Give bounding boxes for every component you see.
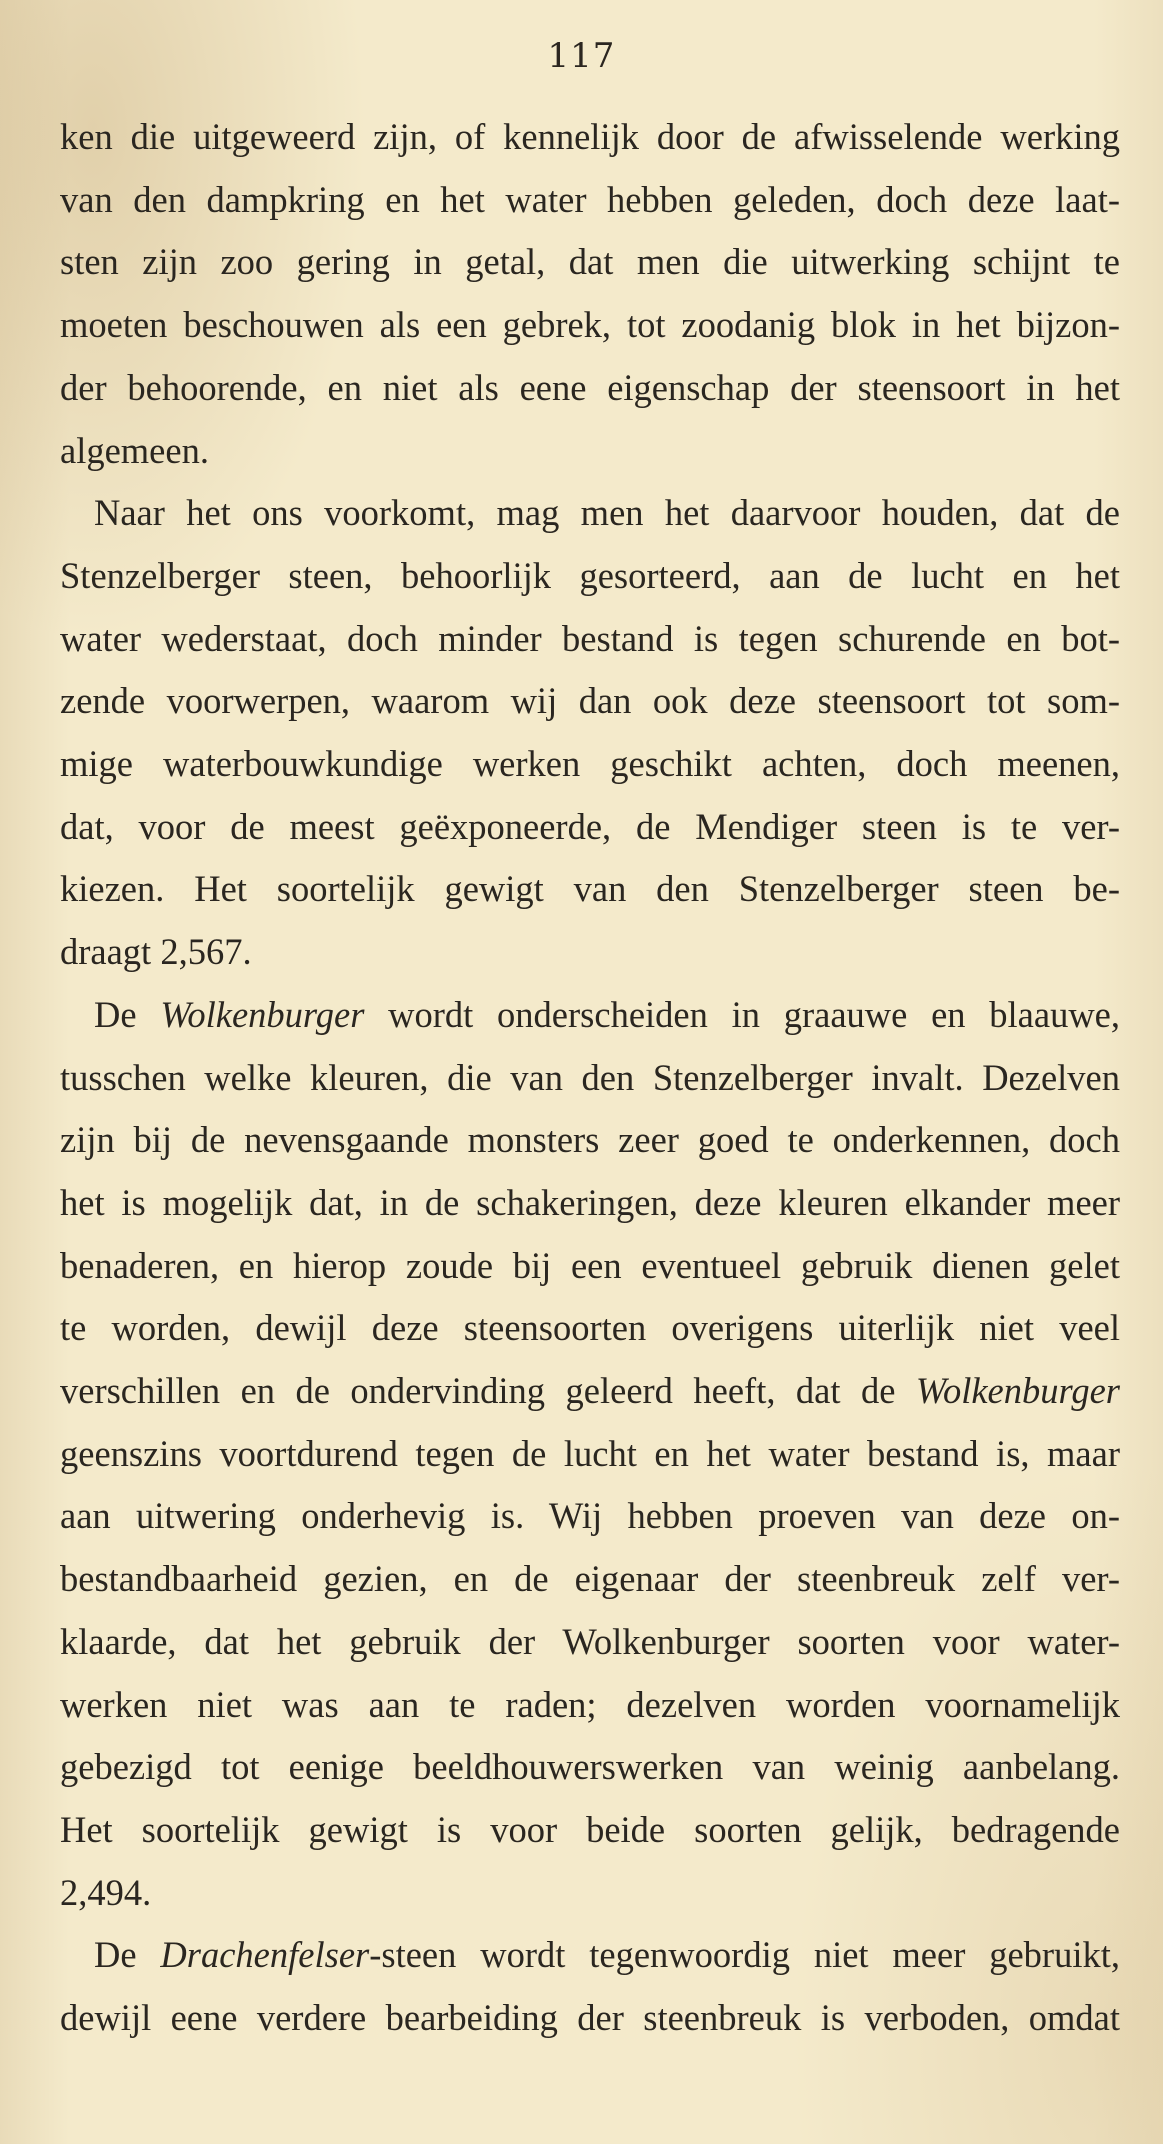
text-line: dat, voor de meest geëxponeerde, de Mendiger steen is te ver- xyxy=(60,805,1120,847)
text-line: der behoorende, en niet als eene eigenschap der steensoort in het xyxy=(60,366,1120,408)
paragraph-1 xyxy=(60,106,1120,482)
text-line: kiezen. Het soortelijk gewigt van den Stenzelberger steen be- xyxy=(60,868,1120,910)
text-line: werken niet was aan te raden; dezelven worden voornamelijk xyxy=(60,1683,1120,1725)
text-line: te worden, dewijl deze steensoorten overigens uiterlijk niet veel xyxy=(60,1307,1120,1349)
emphasis-text: Wolkenburger xyxy=(915,1370,1120,1412)
text-line: ken die uitgeweerd zijn, of kennelijk door de afwisselende werking xyxy=(60,116,1120,157)
text-line: zijn bij de nevensgaande monsters zeer goed te onderkennen, doch xyxy=(60,1119,1120,1161)
text-line: 2,494. xyxy=(60,1871,152,1913)
text-line: Stenzelberger steen, behoorlijk gesorteerd, aan de lucht en het xyxy=(60,554,1120,596)
text-line xyxy=(60,1924,1120,1987)
emphasis-text: Wolkenburger xyxy=(160,993,365,1035)
text-line: zende voorwerpen, waarom wij dan ook deze steensoort tot som- xyxy=(60,680,1120,722)
text-line: geenszins voortdurend tegen de lucht en het water bestand is, maar xyxy=(60,1432,1120,1474)
text-line: tusschen welke kleuren, die van den Stenzelberger invalt. Dezelven xyxy=(60,1056,1120,1098)
text-line: dewijl eene verdere bearbeiding der steenbreuk is verboden, omdat xyxy=(60,1997,1120,2039)
text-run: De xyxy=(94,1934,161,1976)
text-line xyxy=(60,1360,1120,1423)
text-line: sten zijn zoo gering in getal, dat men die uitwerking schijnt te xyxy=(60,241,1120,283)
text-line: aan uitwering onderhevig is. Wij hebben proeven van deze on- xyxy=(60,1495,1120,1537)
text-line: bestandbaarheid gezien, en de eigenaar der steenbreuk zelf ver- xyxy=(60,1558,1120,1600)
text-line: het is mogelijk dat, in de schakeringen, deze kleuren elkander meer xyxy=(60,1181,1120,1223)
text-run: De xyxy=(94,993,161,1035)
text-line: klaarde, dat het gebruik der Wolkenburger soorten voor water- xyxy=(60,1620,1120,1662)
paragraph-4 xyxy=(60,1924,1120,2049)
text-line: draagt 2,567. xyxy=(60,931,252,973)
text-line: mige waterbouwkundige werken geschikt achten, doch meenen, xyxy=(60,743,1120,785)
text-line: water wederstaat, doch minder bestand is tegen schurende en bot- xyxy=(60,617,1120,659)
text-run: -steen wordt tegenwoordig niet meer gebruikt, xyxy=(369,1934,1120,1976)
text-line: moeten beschouwen als een gebrek, tot zoodanig blok in het bijzon- xyxy=(60,304,1120,346)
text-run: verschillen en de ondervinding geleerd heeft, dat de xyxy=(60,1370,916,1412)
text-line: Naar het ons voorkomt, mag men het daarvoor houden, dat de xyxy=(94,492,1120,534)
paragraph-3 xyxy=(60,984,1120,1925)
paragraph-2 xyxy=(60,482,1120,984)
emphasis-text: Drachenfelser xyxy=(160,1934,370,1976)
text-line: benaderen, en hierop zoude bij een eventueel gebruik dienen gelet xyxy=(60,1244,1120,1286)
text-line xyxy=(60,984,1120,1047)
text-line: algemeen. xyxy=(60,429,209,471)
text-line: van den dampkring en het water hebben geleden, doch deze laat- xyxy=(60,178,1120,220)
body-text xyxy=(60,106,1120,2050)
text-run: wordt onderscheiden in graauwe en blaauwe, xyxy=(364,993,1121,1035)
page-number: 117 xyxy=(547,36,616,76)
text-line: Het soortelijk gewigt is voor beide soorten gelijk, bedragende xyxy=(60,1808,1120,1850)
text-line: gebezigd tot eenige beeldhouwerswerken van weinig aanbelang. xyxy=(60,1746,1120,1788)
